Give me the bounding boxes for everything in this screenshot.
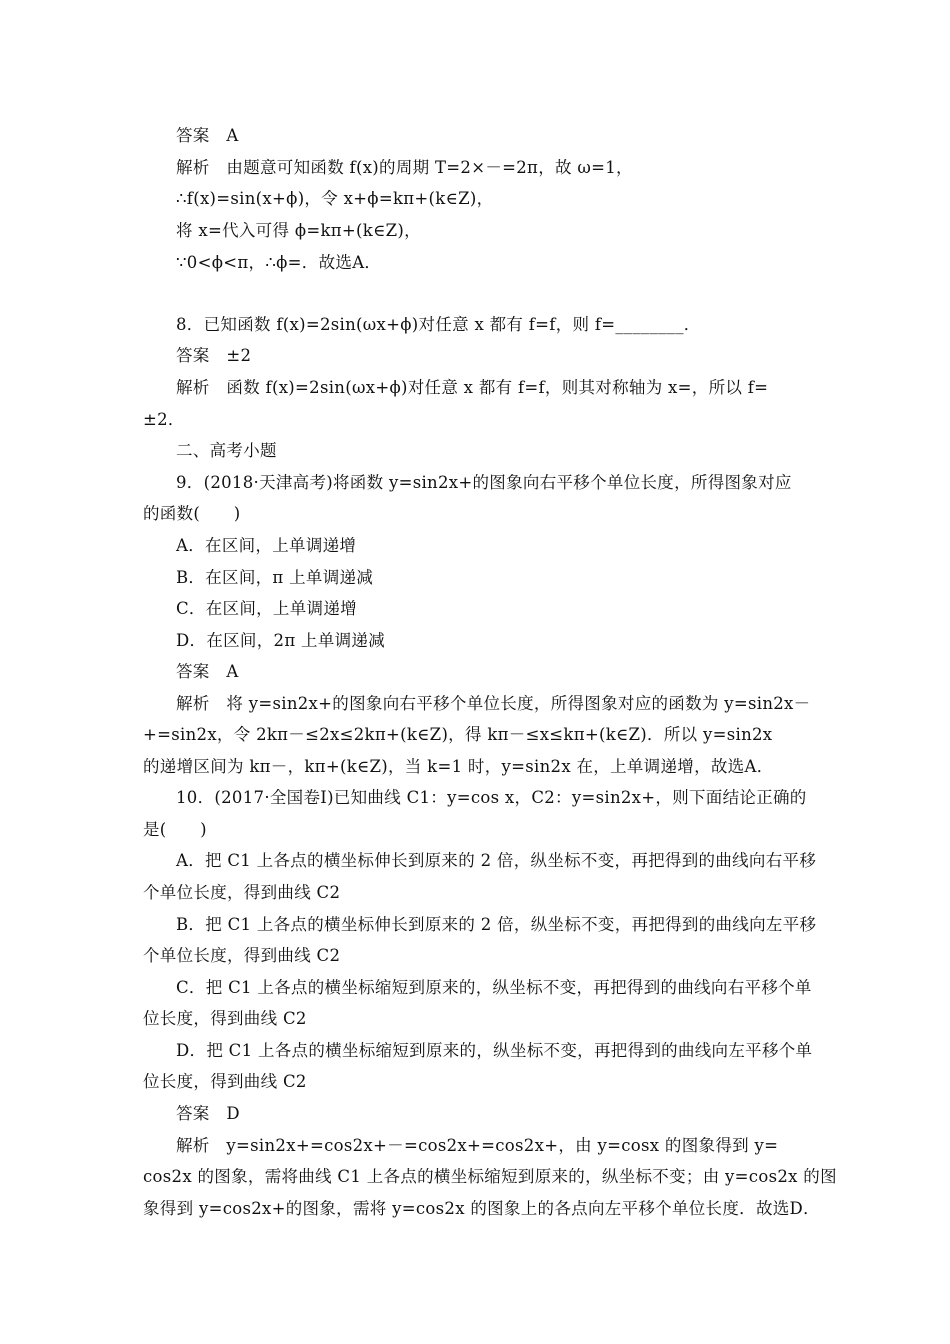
text-line: 位长度，得到曲线 C2: [143, 1072, 307, 1091]
question-9: 9．(2018·天津高考)将函数 y=sin2x+的图象向右平移个单位长度，所得图象对应: [176, 473, 792, 492]
option-a: A．把 C1 上各点的横坐标伸长到原来的 2 倍，纵坐标不变，再把得到的曲线向右平移: [176, 851, 817, 870]
question-8: 8．已知函数 f(x)=2sin(ωx+ϕ)对任意 x 都有 f=f，则 f=________．: [176, 315, 701, 334]
answer-line: 答案 A: [176, 662, 239, 681]
answer-line: 答案 A: [176, 126, 239, 145]
analysis-line: 解析 将 y=sin2x+的图象向右平移个单位长度，所得图象对应的函数为 y=sin2x－: [176, 694, 811, 713]
text-line: 是( ): [143, 820, 207, 839]
analysis-line: 解析 y=sin2x+=cos2x+－=cos2x+=cos2x+，由 y=cosx 的图象得到 y=: [176, 1136, 779, 1155]
option-c: C．在区间，上单调递增: [176, 599, 357, 618]
text-line: 的函数( ): [143, 504, 241, 523]
answer-line: 答案 D: [176, 1104, 240, 1123]
text-line: 个单位长度，得到曲线 C2: [143, 883, 341, 902]
section-heading: 二、高考小题: [176, 441, 277, 460]
text-line: 位长度，得到曲线 C2: [143, 1009, 307, 1028]
text-line: +=sin2x，令 2kπ－≤2x≤2kπ+(k∈Z)，得 kπ－≤x≤kπ+(k∈Z)．所以 y=sin2x: [143, 725, 773, 744]
text-line: 象得到 y=cos2x+的图象，需将 y=cos2x 的图象上的各点向左平移个单位长度．故选D．: [143, 1199, 820, 1218]
analysis-line: 解析 由题意可知函数 f(x)的周期 T=2×－=2π，故 ω=1，: [176, 158, 633, 177]
text-line: 的递增区间为 kπ－，kπ+(k∈Z)，当 k=1 时，y=sin2x 在，上单调递增，故选A．: [143, 757, 774, 776]
text-line: 个单位长度，得到曲线 C2: [143, 946, 341, 965]
option-a: A．在区间，上单调递增: [176, 536, 357, 555]
text-line: ±2．: [143, 410, 185, 429]
text-line: ∵0<ϕ<π，∴ϕ=．故选A．: [176, 253, 382, 272]
option-d: D．在区间，2π 上单调递减: [176, 631, 386, 650]
option-b: B．把 C1 上各点的横坐标伸长到原来的 2 倍，纵坐标不变，再把得到的曲线向左平移: [176, 915, 817, 934]
analysis-line: 解析 函数 f(x)=2sin(ωx+ϕ)对任意 x 都有 f=f，则其对称轴为 x=，所以 f=: [176, 378, 769, 397]
text-line: 将 x=代入可得 ϕ=kπ+(k∈Z)，: [176, 221, 421, 240]
option-b: B．在区间，π 上单调递减: [176, 568, 374, 587]
question-10: 10．(2017·全国卷Ⅰ)已知曲线 C1：y=cos x，C2：y=sin2x+，则下面结论正确的: [176, 788, 807, 807]
text-line: ∴f(x)=sin(x+ϕ)，令 x+ϕ=kπ+(k∈Z)，: [176, 189, 494, 208]
text-line: cos2x 的图象，需将曲线 C1 上各点的横坐标缩短到原来的，纵坐标不变；由 y=cos2x 的图: [143, 1167, 837, 1186]
option-c: C．把 C1 上各点的横坐标缩短到原来的，纵坐标不变，再把得到的曲线向右平移个单: [176, 978, 812, 997]
answer-line: 答案 ±2: [176, 346, 252, 365]
option-d: D．把 C1 上各点的横坐标缩短到原来的，纵坐标不变，再把得到的曲线向左平移个单: [176, 1041, 813, 1060]
